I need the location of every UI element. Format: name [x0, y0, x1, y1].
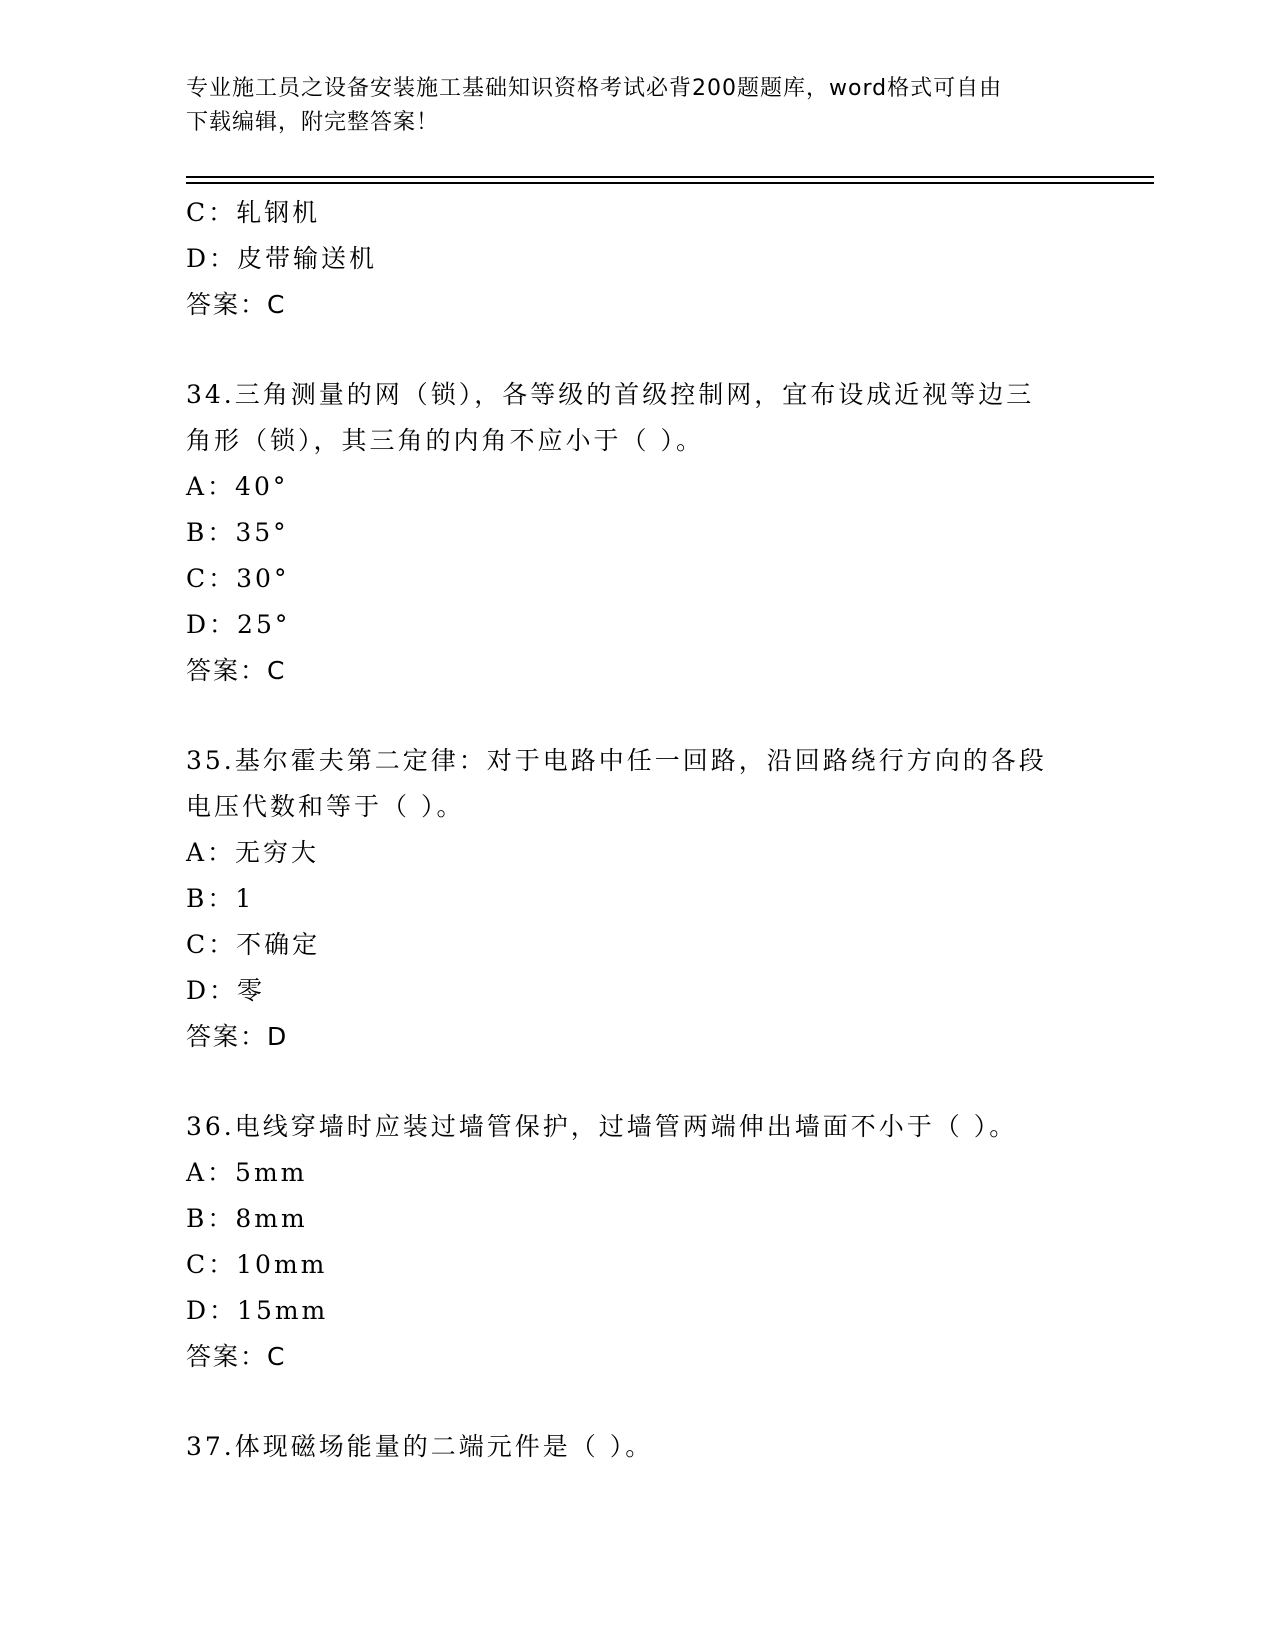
answer-line: 答案：D — [186, 1022, 289, 1051]
question-34 — [186, 372, 1086, 694]
option-d: D：25° — [186, 610, 291, 639]
option-c: C：30° — [186, 564, 290, 593]
question-text-line: 角形（锁），其三角的内角不应小于（ ）。 — [186, 426, 704, 455]
question-text-line: 34.三角测量的网（锁），各等级的首级控制网，宜布设成近视等边三 — [186, 380, 1035, 409]
question-36 — [186, 1104, 1086, 1380]
question-33-continued — [186, 190, 1086, 328]
document-header — [186, 72, 1066, 140]
question-text-line: 36.电线穿墙时应装过墙管保护，过墙管两端伸出墙面不小于（ ）。 — [186, 1112, 1018, 1141]
header-divider-top — [186, 176, 1154, 178]
option-c: C：不确定 — [186, 930, 321, 959]
answer-line: 答案：C — [186, 290, 287, 319]
header-line-2: 下载编辑，附完整答案！ — [186, 110, 440, 135]
answer-line: 答案：C — [186, 656, 287, 685]
answer-line: 答案：C — [186, 1342, 287, 1371]
option-b: B：8mm — [186, 1204, 308, 1233]
spacer — [186, 1380, 1086, 1424]
question-list — [186, 190, 1086, 1470]
option-a: A：40° — [186, 472, 289, 501]
question-35 — [186, 738, 1086, 1060]
option-b: B：1 — [186, 884, 255, 913]
option-c: C：轧钢机 — [186, 198, 321, 227]
header-line-1: 专业施工员之设备安装施工基础知识资格考试必背200题题库，word格式可自由 — [186, 76, 1003, 101]
question-text-line: 电压代数和等于（ ）。 — [186, 792, 465, 821]
option-c: C：10mm — [186, 1250, 328, 1279]
question-37 — [186, 1424, 1086, 1470]
option-a: A：无穷大 — [186, 838, 320, 867]
spacer — [186, 694, 1086, 738]
question-text-line: 37.体现磁场能量的二端元件是（ ）。 — [186, 1432, 654, 1461]
header-divider-bottom — [186, 182, 1154, 184]
option-d: D：零 — [186, 976, 266, 1005]
spacer — [186, 328, 1086, 372]
option-b: B：35° — [186, 518, 289, 547]
option-a: A：5mm — [186, 1158, 308, 1187]
option-d: D：15mm — [186, 1296, 329, 1325]
option-d: D：皮带输送机 — [186, 244, 378, 273]
question-text-line: 35.基尔霍夫第二定律：对于电路中任一回路，沿回路绕行方向的各段 — [186, 746, 1047, 775]
spacer — [186, 1060, 1086, 1104]
